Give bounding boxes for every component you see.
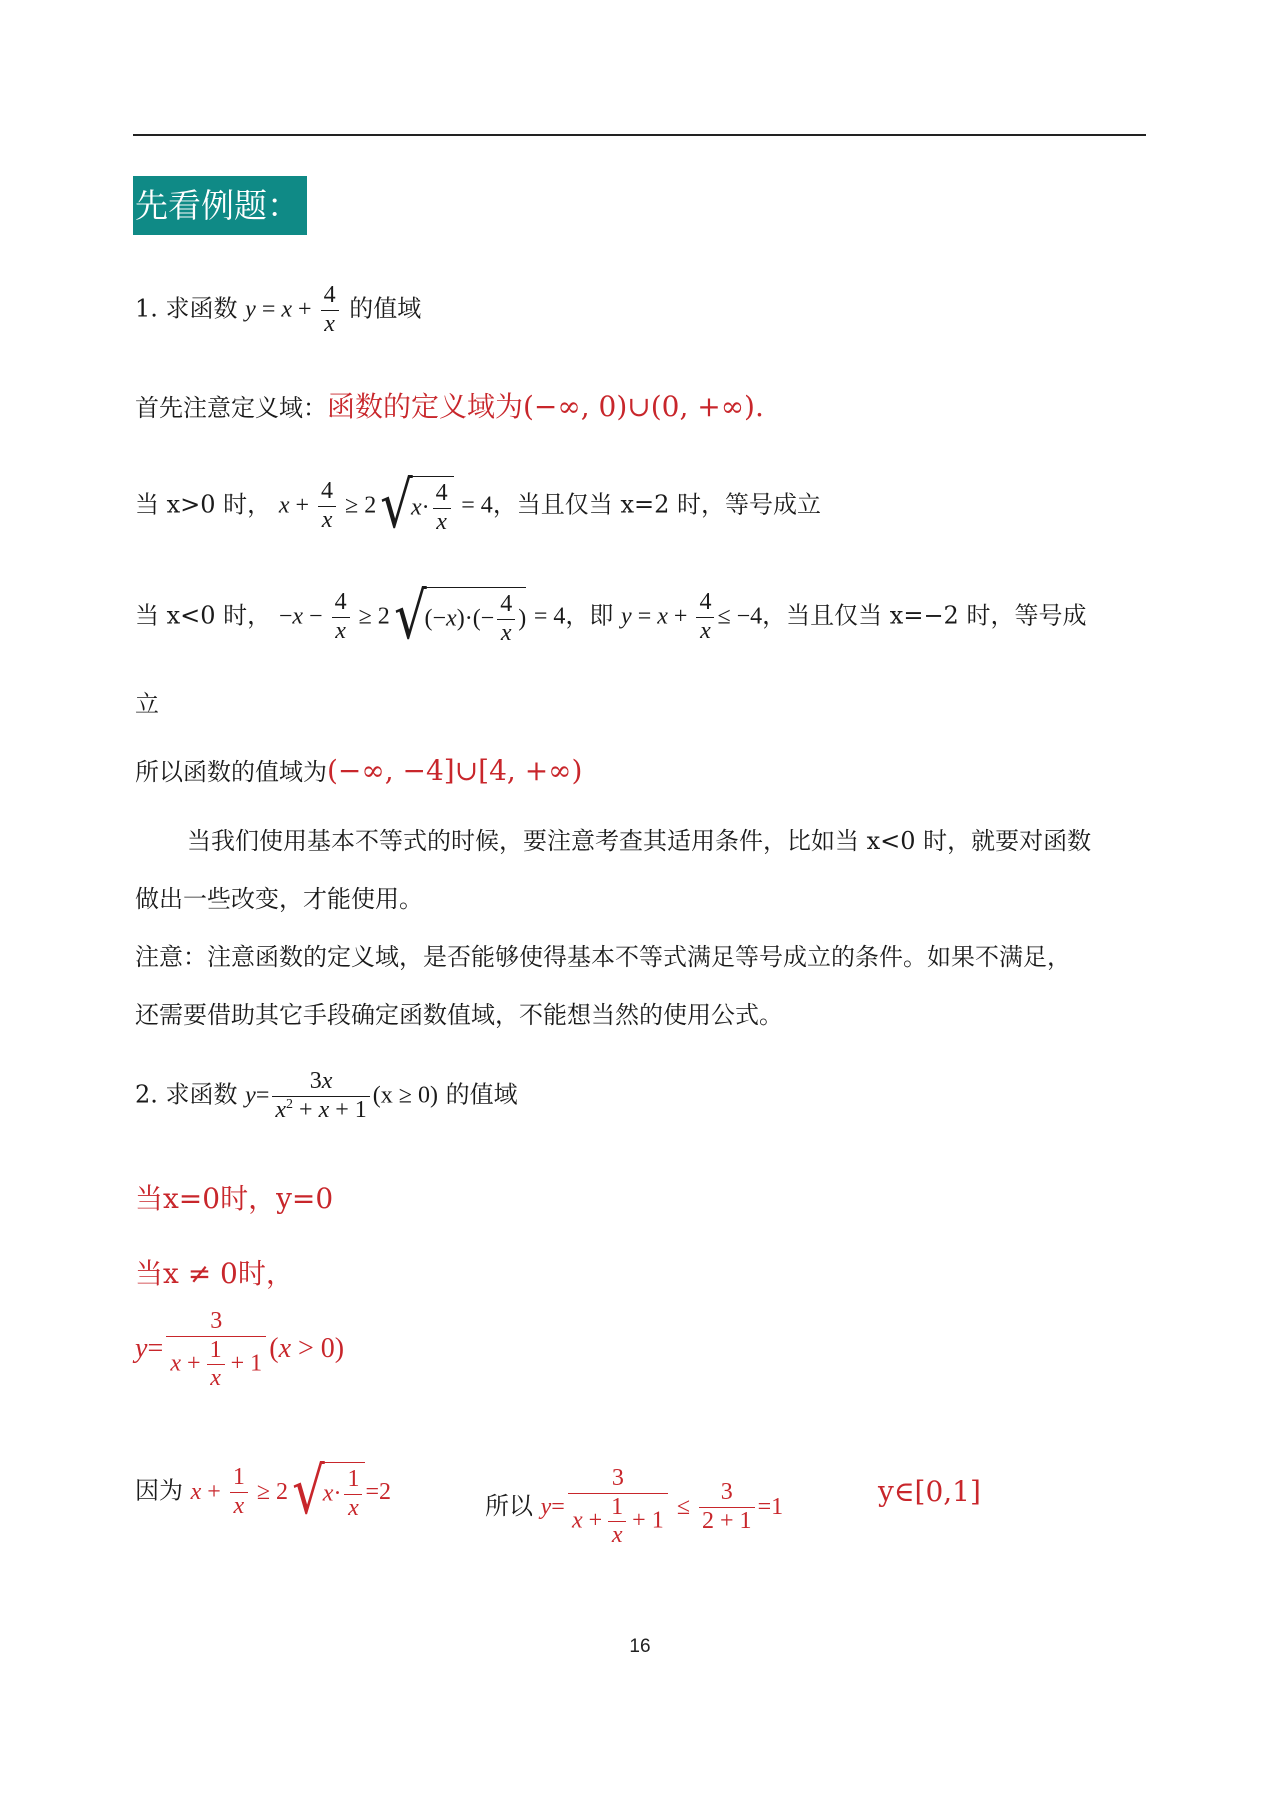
problem-1-statement: 1. 求函数 y = x + $\frac{4}{x}$ 的值域: [135, 282, 422, 337]
problem-2-suffix: 的值域: [445, 1080, 518, 1109]
problem-1-suffix: 的值域: [349, 294, 422, 323]
case-negative-eq: = 4: [533, 603, 566, 630]
domain-note: [135, 390, 764, 423]
because-line: 因为 x + $\frac{1}{x}$ ≥ 2√x· $\frac{1}{x}$ =2: [135, 1455, 391, 1529]
case-negative-wrap: 立: [135, 690, 159, 718]
case-zero: 当x=0时，y=0: [135, 1182, 334, 1215]
therefore-line: 所以 y= 3 x + $\frac{1}{x}$ + 1 ≤ $\frac{3}{2 + 1}$ =1: [485, 1465, 784, 1549]
sqrt-x-times-4-over-x: √x· $\frac{4}{x}$: [376, 474, 453, 538]
case-negative-suffix: ，当且仅当 x=−2 时，等号成: [762, 601, 1087, 630]
case-negative: 当 x<0 时， −x − $\frac{4}{x}$ ≥ 2√(−x)·(− $\frac{4}{x}$ ) = 4，即 y = x + $\frac{4}{x}$ ≤ −4，当且仅当 x=−2 时，等号成: [135, 580, 1087, 654]
because-result: =2: [365, 1478, 391, 1505]
problem-2-condition: (x ≥ 0): [372, 1082, 438, 1109]
case-positive-suffix: ，当且仅当 x=2 时，等号成立: [492, 490, 821, 519]
case-negative-mid: ，即: [565, 601, 614, 630]
note-paragraph-1: 当我们使用基本不等式的时候，要注意考查其适用条件，比如当 x<0 时，就要对函数: [187, 827, 1092, 855]
case-nonzero: 当x ≠ 0时，: [135, 1257, 294, 1290]
fraction-3x-over-quadratic: $\frac{3x}{x^2 + x + 1}$: [272, 1068, 369, 1124]
range-label: 所以函数的值域为: [135, 758, 327, 786]
note-paragraph-2: 做出一些改变，才能使用。: [135, 885, 423, 913]
formula-y-eq: y: [245, 296, 256, 323]
note-paragraph-4: 还需要借助其它手段确定函数值域，不能想当然的使用公式。: [135, 1001, 783, 1029]
section-heading: 先看例题：: [133, 176, 307, 235]
case-positive-prefix: 当 x>0 时，: [135, 490, 272, 519]
range-text: (−∞, −4]∪[4, +∞): [327, 754, 583, 787]
sqrt-neg-product: √(−x)·(− $\frac{4}{x}$ ): [393, 580, 527, 654]
problem-2-prefix: 2. 求函数: [135, 1080, 238, 1109]
case-negative-bound: ≤ −4: [717, 603, 763, 630]
top-rule: [133, 134, 1146, 136]
final-range: y∈[0,1]: [878, 1475, 981, 1508]
case-negative-prefix: 当 x<0 时，: [135, 601, 272, 630]
domain-label: 首先注意定义域：: [135, 394, 327, 422]
transformed-function: y= 3 x + $\frac{1}{x}$ + 1 (x > 0): [135, 1308, 345, 1392]
note-paragraph-3: 注意：注意函数的定义域，是否能够使得基本不等式满足等号成立的条件。如果不满足，: [135, 943, 1071, 971]
case-positive: 当 x>0 时， x + $\frac{4}{x}$ ≥ 2√x· $\frac{4}{x}$ = 4，当且仅当 x=2 时，等号成立: [135, 469, 821, 543]
problem-2-statement: 2. 求函数 y= $\frac{3x}{x^2 + x + 1}$ (x ≥ 0) 的值域: [135, 1068, 518, 1123]
problem-1-prefix: 1. 求函数: [135, 294, 238, 323]
therefore-result: =1: [757, 1493, 784, 1520]
page-number: 16: [629, 1636, 651, 1657]
range-conclusion: [135, 754, 583, 787]
case-positive-eq: = 4: [461, 492, 493, 519]
because-label: 因为: [135, 1476, 183, 1505]
therefore-label: 所以: [485, 1491, 533, 1520]
fraction-4-over-x: $\frac{4}{x}$: [321, 282, 339, 338]
domain-text: 函数的定义域为(−∞, 0)∪(0, +∞).: [327, 390, 764, 423]
